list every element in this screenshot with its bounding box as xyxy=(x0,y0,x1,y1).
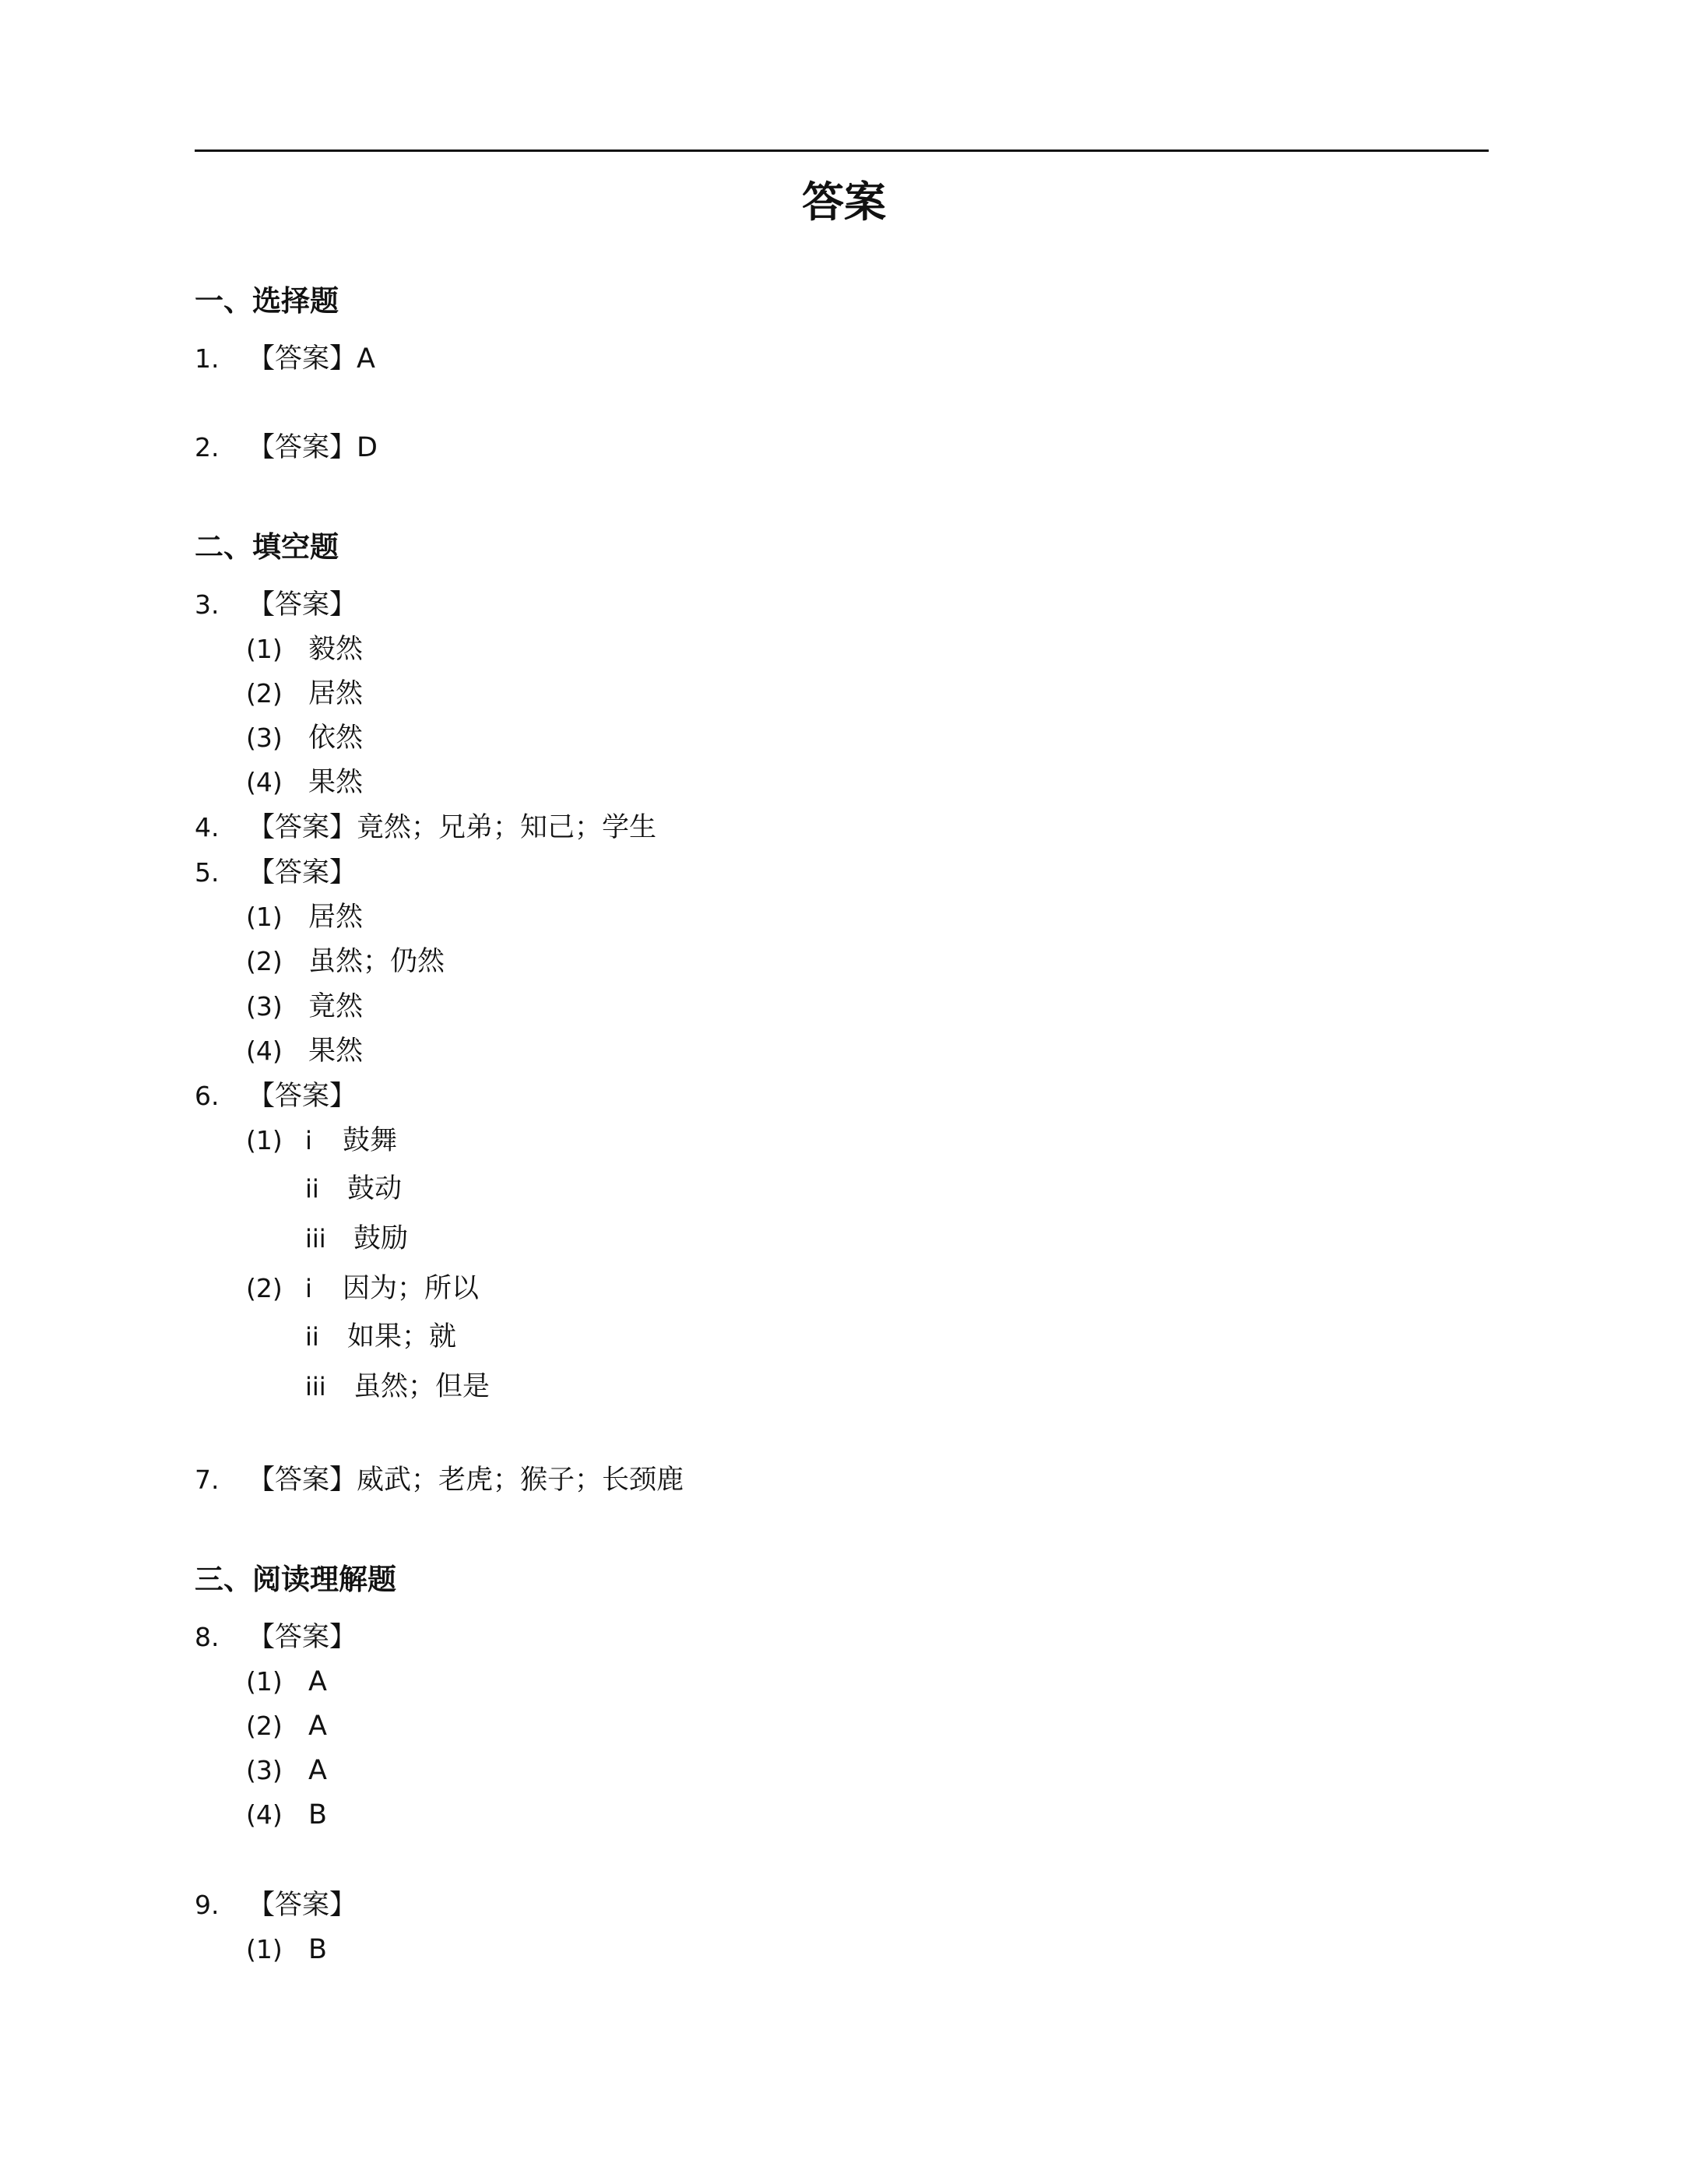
sub-answer: 毅然 xyxy=(308,634,364,665)
sub-number: (1) xyxy=(246,1125,283,1155)
question-number: 3. xyxy=(195,589,220,620)
sub-answer: 虽然；仍然 xyxy=(308,946,445,977)
question-number: 6. xyxy=(195,1081,220,1111)
sub-number: (1) xyxy=(246,1666,283,1697)
roman-number: i xyxy=(305,1274,312,1303)
sub-answer: A xyxy=(308,1666,327,1697)
question-answer: 【答案】 xyxy=(248,1890,357,1921)
sub-number: (2) xyxy=(246,1711,283,1741)
sub-answer: 依然 xyxy=(308,723,364,754)
header-rule xyxy=(195,149,1489,152)
sub-number: (1) xyxy=(246,634,283,664)
sub-answer: A xyxy=(308,1711,327,1742)
sub-answer: 鼓舞 xyxy=(343,1125,398,1156)
question-number: 7. xyxy=(195,1465,220,1495)
sub-answer: 果然 xyxy=(308,1036,364,1067)
question-number: 2. xyxy=(195,432,220,462)
sub-number: (2) xyxy=(246,1273,283,1303)
sub-answer: 鼓励 xyxy=(353,1223,409,1254)
sub-number: (3) xyxy=(246,991,283,1022)
sub-number: (3) xyxy=(246,723,283,753)
question-number: 4. xyxy=(195,812,220,842)
question-answer: 【答案】A xyxy=(248,343,375,375)
sub-answer: A xyxy=(308,1755,327,1786)
question-answer: 【答案】 xyxy=(248,857,357,888)
sub-answer: 虽然；但是 xyxy=(353,1371,491,1402)
sub-number: (1) xyxy=(246,902,283,932)
sub-answer: 如果；就 xyxy=(347,1321,457,1352)
question-number: 5. xyxy=(195,857,220,888)
sub-answer: 鼓动 xyxy=(347,1173,403,1205)
question-answer: 【答案】 xyxy=(248,589,357,621)
sub-answer: B xyxy=(308,1934,328,1965)
sub-number: (2) xyxy=(246,678,283,709)
sub-number: (1) xyxy=(246,1934,283,1964)
sub-number: (4) xyxy=(246,767,283,797)
question-answer: 【答案】威武；老虎；猴子；长颈鹿 xyxy=(248,1465,684,1496)
section-heading-fill: 二、填空题 xyxy=(195,530,339,564)
sub-answer: B xyxy=(308,1799,328,1831)
question-number: 9. xyxy=(195,1890,220,1920)
sub-number: (4) xyxy=(246,1799,283,1830)
roman-number: iii xyxy=(305,1224,326,1254)
sub-number: (2) xyxy=(246,946,283,976)
roman-number: iii xyxy=(305,1372,326,1401)
sub-number: (4) xyxy=(246,1036,283,1066)
question-answer: 【答案】 xyxy=(248,1081,357,1112)
question-answer: 【答案】竟然；兄弟；知己；学生 xyxy=(248,812,657,843)
sub-number: (3) xyxy=(246,1755,283,1785)
sub-answer: 果然 xyxy=(308,767,364,798)
roman-number: ii xyxy=(305,1322,319,1352)
page-title: 答案 xyxy=(802,178,886,227)
roman-number: ii xyxy=(305,1174,319,1204)
sub-answer: 因为；所以 xyxy=(343,1273,480,1304)
sub-answer: 居然 xyxy=(308,902,364,933)
sub-answer: 居然 xyxy=(308,678,364,709)
roman-number: i xyxy=(305,1126,312,1155)
section-heading-reading: 三、阅读理解题 xyxy=(195,1563,396,1596)
question-answer: 【答案】 xyxy=(248,1622,357,1653)
question-answer: 【答案】D xyxy=(248,432,378,463)
question-number: 1. xyxy=(195,343,220,374)
question-number: 8. xyxy=(195,1622,220,1652)
sub-answer: 竟然 xyxy=(308,991,364,1022)
section-heading-choice: 一、选择题 xyxy=(195,284,339,318)
